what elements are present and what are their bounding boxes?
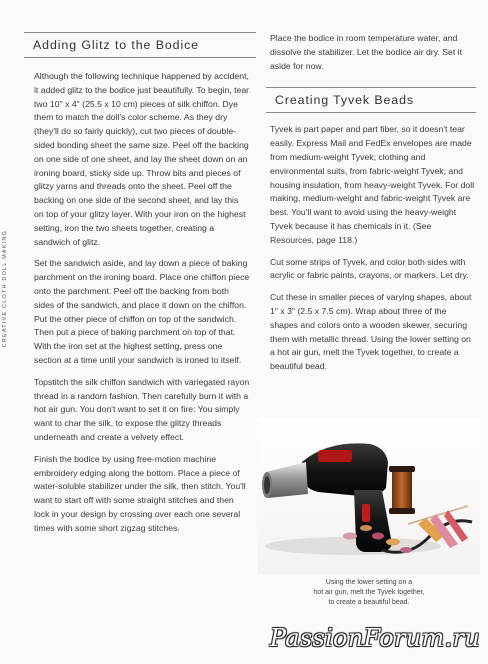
- caption-line: Using the lower setting on a: [325, 579, 413, 586]
- spine-running-header: CREATIVE CLOTH DOLL MAKING: [2, 230, 8, 348]
- watermark-logo: PassionForum.ru: [269, 624, 480, 652]
- right-column: [266, 32, 476, 382]
- paragraph: Place the bodice in room temperature water, and dissolve the stabilizer. Let the bodice air dry. Set it aside for now.: [270, 33, 463, 71]
- section-heading-glitz: Adding Glitz to the Bodice: [24, 32, 256, 58]
- paragraph: Although the following technique happened by accident, it added glitz to the bodice just beautifully. To begin, tear two 10" x 4" (25.5 x 10 cm) pieces of silk chiffon. Dye them to match the doll's color scheme. As they dry (they'll do so fairly quickly), cut two pieces of double-sided bonding sheet the same size. Peel off the backing on one side of one sheet, and lay the sheet down on an ironing board, sticky side up. Throw bits and pieces of glitzy yarns and threads onto the sheet. Peel off the backing on one side of the second sheet, and lay this on top of your glitzy layer. With your iron on the highest setting, iron the two sheets together, creating a sandwich of glitz.: [34, 71, 250, 247]
- photo-caption: [258, 578, 480, 608]
- left-column: [24, 32, 256, 544]
- section-heading-tyvek: Creating Tyvek Beads: [266, 87, 476, 113]
- paragraph: Topstitch the silk chiffon sandwich with variegated rayon thread in a random fashion. Then carefully burn it with a hot air gun. You don't want to set it on fire: You simply want to char the silk, to expose the glitzy threads underneath and create a velvety effect.: [34, 376, 250, 442]
- caption-line: hot air gun, melt the Tyvek together,: [313, 589, 425, 596]
- paragraph: Cut these in smaller pieces of varying shapes, about 1" x 3" (2.5 x 7.5 cm). Wrap about three of the shapes and colors onto a wooden skewer, securing them with metallic thread. Using the lower setting on a hot air gun, melt the Tyvek together, to create a beautiful bead.: [270, 292, 472, 372]
- heat-gun-illustration: [258, 418, 480, 574]
- paragraph: Cut some strips of Tyvek, and color both sides with acrylic or fabric paints, crayons, or markers. Let dry.: [270, 256, 469, 281]
- paragraph: Finish the bodice by using free-motion machine embroidery edging along the bottom. Place a piece of water-soluble stabilizer under the silk, then stitch. You'll want to start off with some straight stitches and then lock in your design by crossing over each one several times with some short zigzag stitches.: [34, 453, 246, 533]
- paragraph: Set the sandwich aside, and lay down a piece of baking parchment on the ironing board. Place one chiffon piece onto the parchment. Peel off the backing from both sides of the sandwich, and place it down on the chiffon. Put the other piece of chiffon on top of the sandwich. Then put a piece of baking parchment on top of that. With the iron set at the highest setting, press one section at a time until your sandwich is ironed to itself.: [34, 258, 250, 365]
- paragraph: Tyvek is part paper and part fiber, so it doesn't tear easily. Express Mail and FedEx envelopes are made from medium-weight Tyvek; clothing and environmental suits, from fabric-weight Tyvek; and housing insulation, from heavy-weight Tyvek. For doll making, medium-weight and fabric-weight Tyvek are best. You'll want to avoid using the heavy-weight Tyvek because it has chemicals in it. (See Resources, page 118.): [270, 124, 475, 245]
- photo-heat-gun-beads: [258, 418, 480, 574]
- caption-line: to create a beautiful bead.: [328, 599, 410, 606]
